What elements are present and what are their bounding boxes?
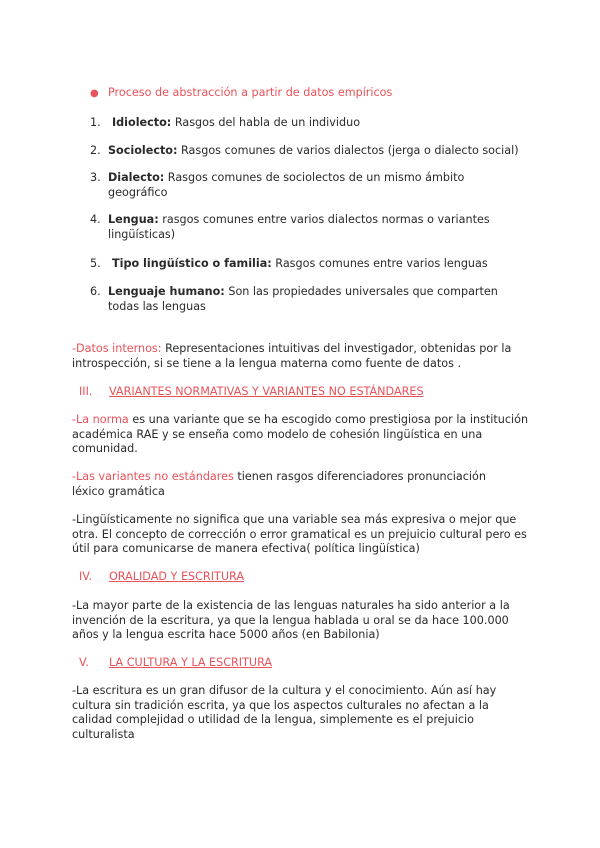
norma-label: -La norma bbox=[72, 413, 129, 426]
list-term: Tipo lingüístico o familia: bbox=[112, 257, 272, 270]
list-number: 1. bbox=[90, 116, 101, 129]
list-desc: Rasgos comunes de varios dialectos (jerga o dialecto social) bbox=[177, 144, 519, 157]
list-term: Dialecto: bbox=[108, 171, 165, 184]
list-term: Lengua: bbox=[108, 213, 159, 226]
norma-text: es una variante que se ha escogido como prestigiosa por la institución académica RAE y se enseña como modelo de cohesión lingüística en una comunidad. bbox=[72, 413, 529, 456]
bullet-text: Proceso de abstracción a partir de datos empíricos bbox=[108, 86, 393, 99]
list-number: 4. bbox=[90, 213, 101, 226]
list-desc: rasgos comunes entre varios dialectos normas o variantes lingüísticas) bbox=[108, 213, 490, 241]
norma-paragraph bbox=[72, 413, 532, 457]
list-number: 2. bbox=[90, 144, 101, 157]
linguisticamente-paragraph: -Lingüísticamente no significa que una variable sea más expresiva o mejor que otra. El concepto de corrección o error gramatical es un prejuicio cultural pero es útil para comunicarse de manera efectiva( política lingüística) bbox=[72, 513, 527, 556]
list-desc: Rasgos comunes de sociolectos de un mismo ámbito geográfico bbox=[108, 171, 465, 199]
section-number: IV. bbox=[79, 570, 93, 583]
list-number: 3. bbox=[90, 171, 101, 184]
list-item bbox=[90, 116, 530, 131]
no-estandares-text: tienen rasgos diferenciadores pronunciación léxico gramática bbox=[72, 470, 486, 498]
section-heading-5 bbox=[79, 656, 272, 671]
no-estandares-paragraph bbox=[72, 470, 512, 499]
section-number: V. bbox=[79, 656, 89, 669]
list-number: 6. bbox=[90, 285, 101, 298]
datos-internos-paragraph bbox=[72, 342, 532, 371]
section-heading-4 bbox=[79, 570, 244, 585]
list-term: Idiolecto: bbox=[112, 116, 172, 129]
datos-internos-text: Representaciones intuitivas del investigador, obtenidas por la introspección, si se tiene a la lengua materna como fuente de datos . bbox=[72, 342, 512, 370]
list-number: 5. bbox=[90, 257, 101, 270]
section-title: LA CULTURA Y LA ESCRITURA bbox=[109, 656, 273, 669]
list-item bbox=[90, 171, 470, 200]
list-desc: Rasgos del habla de un individuo bbox=[171, 116, 361, 129]
list-item bbox=[90, 285, 510, 314]
list-term: Lenguaje humano: bbox=[108, 285, 225, 298]
list-desc: Son las propiedades universales que comparten todas las lenguas bbox=[108, 285, 498, 313]
list-desc: Rasgos comunes entre varios lenguas bbox=[271, 257, 488, 270]
section-title: ORALIDAD Y ESCRITURA bbox=[109, 570, 244, 583]
list-item bbox=[90, 213, 510, 242]
no-estandares-label: -Las variantes no estándares bbox=[72, 470, 234, 483]
list-item bbox=[90, 257, 530, 272]
datos-internos-label: -Datos internos: bbox=[72, 342, 162, 355]
bullet-item bbox=[90, 86, 99, 102]
list-item bbox=[90, 144, 530, 159]
section-title: VARIANTES NORMATIVAS Y VARIANTES NO ESTÁNDARES bbox=[109, 385, 424, 398]
cultura-paragraph: -La escritura es un gran difusor de la cultura y el conocimiento. Aún así hay cultura sin tradición escrita, ya que los aspectos culturales no afectan a la calidad complejidad o utilidad de la lengua, simplemente es el prejuicio culturalista bbox=[72, 684, 497, 741]
bullet-dot-icon: ● bbox=[90, 88, 99, 99]
section-number: III. bbox=[79, 385, 93, 398]
section-heading-3 bbox=[79, 385, 424, 400]
oralidad-paragraph: -La mayor parte de la existencia de las lenguas naturales ha sido anterior a la invención de la escritura, ya que la lengua hablada u oral se da hace 100.000 años y la lengua escrita hace 5000 años (en Babilonia) bbox=[72, 599, 510, 642]
list-term: Sociolecto: bbox=[108, 144, 178, 157]
